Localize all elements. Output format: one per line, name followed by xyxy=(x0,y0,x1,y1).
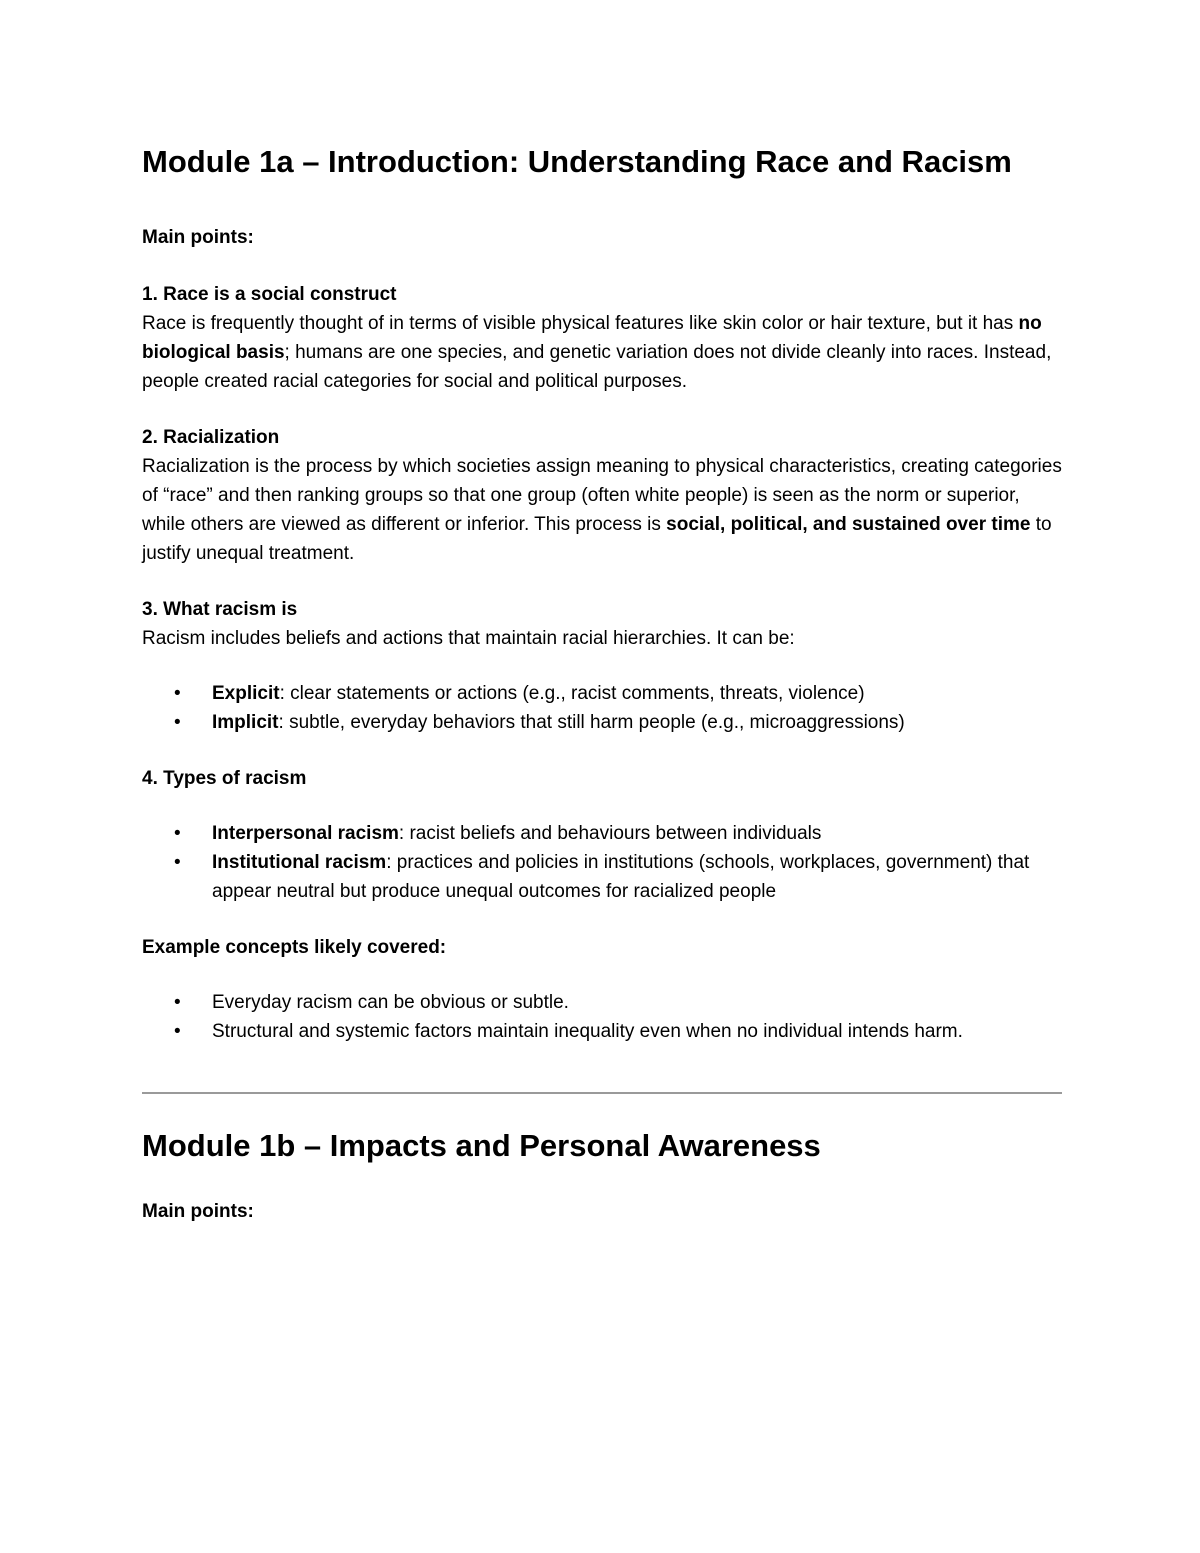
document-page xyxy=(142,140,1062,1226)
point-2-text: Racialization is the process by which societies assign meaning to physical characteristics, creating categories of “race” and then ranking groups so that one group (often white people) is seen as the norm or superior, while others are viewed as different or inferior. This process is social, political, and sustained over time to justify unequal treatment. xyxy=(142,456,1062,564)
point-1-emphasis: no biological basis xyxy=(142,313,1042,363)
bullet-icon: • xyxy=(174,992,181,1013)
point-1-heading: 1. Race is a social construct xyxy=(142,284,397,305)
point-2-heading: 2. Racialization xyxy=(142,427,280,448)
list-item: • Everyday racism can be obvious or subtle. xyxy=(142,988,1062,1017)
point-4-heading: 4. Types of racism xyxy=(142,768,307,789)
module-1b-title: Module 1b – Impacts and Personal Awareness xyxy=(142,1128,821,1163)
examples-list xyxy=(142,988,1062,1046)
list-item: • Structural and systemic factors maintain inequality even when no individual intends harm. xyxy=(142,1017,1062,1046)
module-1b-main-points-label: Main points: xyxy=(142,1201,254,1222)
bullet-icon: • xyxy=(174,823,181,844)
racism-types-list xyxy=(142,819,1062,906)
point-2-emphasis: social, political, and sustained over time xyxy=(666,514,1031,535)
list-item: • Interpersonal racism: racist beliefs and behaviours between individuals xyxy=(142,819,1062,848)
section-divider xyxy=(142,1092,1062,1094)
module-1a-title: Module 1a – Introduction: Understanding Race and Racism xyxy=(142,144,1012,179)
point-1-text: Race is frequently thought of in terms of visible physical features like skin color or hair texture, but it has no biological basis; humans are one species, and genetic variation does not divide cleanly into races. Instead, people created racial categories for social and political purposes. xyxy=(142,313,1052,392)
bullet-icon: • xyxy=(174,1021,181,1042)
list-item: • Explicit: clear statements or actions (e.g., racist comments, threats, violence) xyxy=(142,679,1062,708)
list-item: • Institutional racism: practices and policies in institutions (schools, workplaces, government) that appear neutral but produce unequal outcomes for racialized people xyxy=(142,848,1062,906)
list-item: • Implicit: subtle, everyday behaviors that still harm people (e.g., microaggressions) xyxy=(142,708,1062,737)
point-3-intro: Racism includes beliefs and actions that maintain racial hierarchies. It can be: xyxy=(142,628,795,649)
bullet-icon: • xyxy=(174,683,181,704)
examples-heading: Example concepts likely covered: xyxy=(142,937,447,958)
main-points-label: Main points: xyxy=(142,227,254,248)
bullet-icon: • xyxy=(174,712,181,733)
bullet-icon: • xyxy=(174,852,181,873)
racism-forms-list xyxy=(142,679,1062,737)
point-3-heading: 3. What racism is xyxy=(142,599,298,620)
